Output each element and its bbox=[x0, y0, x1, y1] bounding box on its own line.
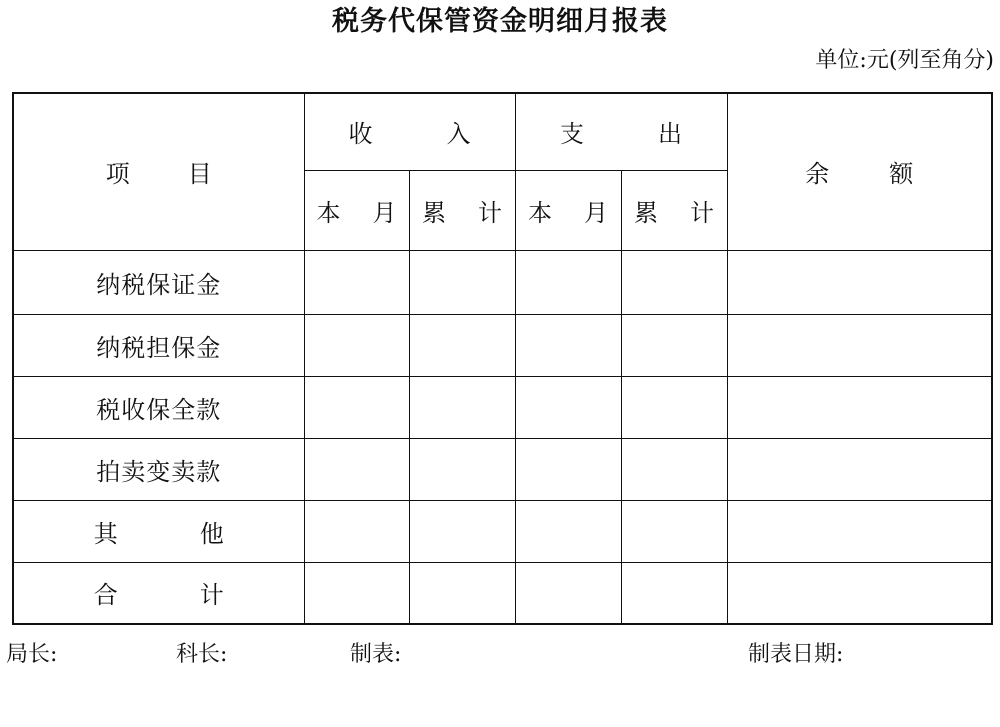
income-this-month-char-1: 本 bbox=[316, 198, 341, 227]
header-item-char-1: 项 bbox=[105, 160, 130, 189]
expense-this-month-cell[interactable] bbox=[515, 500, 621, 562]
header-income bbox=[304, 93, 515, 170]
income-cumulative-cell[interactable] bbox=[409, 562, 515, 624]
table-row bbox=[13, 438, 992, 500]
income-cumulative-cell[interactable] bbox=[409, 314, 515, 376]
report-table bbox=[12, 92, 993, 625]
balance-cell[interactable] bbox=[727, 250, 992, 314]
header-balance-char-2: 额 bbox=[889, 160, 914, 189]
income-this-month-cell[interactable] bbox=[304, 500, 409, 562]
expense-this-month-char-1: 本 bbox=[528, 198, 552, 227]
row-label-total bbox=[13, 562, 304, 624]
income-cumulative-cell[interactable] bbox=[409, 250, 515, 314]
table-row bbox=[13, 376, 992, 438]
income-cumulative-cell[interactable] bbox=[409, 376, 515, 438]
income-this-month-cell[interactable] bbox=[304, 250, 409, 314]
income-cumulative-char-1: 累 bbox=[422, 198, 446, 227]
director-signature-label: 局长: bbox=[6, 642, 58, 667]
expense-this-month-cell[interactable] bbox=[515, 438, 621, 500]
header-row-1 bbox=[13, 93, 992, 170]
preparer-signature-label: 制表: bbox=[350, 642, 402, 667]
row-label-char-1: 合 bbox=[93, 581, 118, 610]
table-row bbox=[13, 500, 992, 562]
header-expense-this-month bbox=[515, 170, 621, 250]
table-row bbox=[13, 314, 992, 376]
row-label: 纳税担保金 bbox=[13, 314, 304, 376]
balance-cell[interactable] bbox=[727, 562, 992, 624]
header-item bbox=[13, 93, 304, 250]
row-label-char-2: 他 bbox=[199, 519, 224, 548]
header-expense-cumulative bbox=[621, 170, 727, 250]
header-expense-char-2: 出 bbox=[658, 120, 682, 149]
row-label: 拍卖变卖款 bbox=[13, 438, 304, 500]
header-income-char-2: 入 bbox=[446, 120, 471, 149]
income-this-month-cell[interactable] bbox=[304, 438, 409, 500]
expense-cumulative-cell[interactable] bbox=[621, 438, 727, 500]
income-this-month-cell[interactable] bbox=[304, 376, 409, 438]
header-income-cumulative bbox=[409, 170, 515, 250]
expense-this-month-char-2: 月 bbox=[584, 198, 608, 227]
header-expense-char-1: 支 bbox=[560, 120, 584, 149]
income-this-month-cell[interactable] bbox=[304, 314, 409, 376]
header-item-char-2: 目 bbox=[187, 160, 212, 189]
income-cumulative-cell[interactable] bbox=[409, 438, 515, 500]
balance-cell[interactable] bbox=[727, 314, 992, 376]
prepared-date-label: 制表日期: bbox=[748, 642, 844, 667]
header-income-char-1: 收 bbox=[348, 120, 373, 149]
expense-this-month-cell[interactable] bbox=[515, 562, 621, 624]
row-label-char-2: 计 bbox=[199, 581, 224, 610]
balance-cell[interactable] bbox=[727, 376, 992, 438]
expense-this-month-cell[interactable] bbox=[515, 376, 621, 438]
header-balance bbox=[727, 93, 992, 250]
expense-this-month-cell[interactable] bbox=[515, 250, 621, 314]
report-title: 税务代保管资金明细月报表 bbox=[332, 6, 668, 37]
header-income-this-month bbox=[304, 170, 409, 250]
expense-this-month-cell[interactable] bbox=[515, 314, 621, 376]
header-expense bbox=[515, 93, 727, 170]
balance-cell[interactable] bbox=[727, 500, 992, 562]
expense-cumulative-cell[interactable] bbox=[621, 250, 727, 314]
balance-cell[interactable] bbox=[727, 438, 992, 500]
row-label-char-1: 其 bbox=[93, 519, 118, 548]
table-row bbox=[13, 562, 992, 624]
row-label: 税收保全款 bbox=[13, 376, 304, 438]
section-chief-signature-label: 科长: bbox=[176, 642, 228, 667]
expense-cumulative-cell[interactable] bbox=[621, 500, 727, 562]
expense-cumulative-cell[interactable] bbox=[621, 376, 727, 438]
row-label-other bbox=[13, 500, 304, 562]
row-label: 纳税保证金 bbox=[13, 250, 304, 314]
expense-cumulative-cell[interactable] bbox=[621, 314, 727, 376]
income-this-month-char-2: 月 bbox=[372, 198, 397, 227]
unit-note: 单位:元(列至角分) bbox=[815, 48, 994, 73]
income-this-month-cell[interactable] bbox=[304, 562, 409, 624]
income-cumulative-cell[interactable] bbox=[409, 500, 515, 562]
table-row bbox=[13, 250, 992, 314]
expense-cumulative-cell[interactable] bbox=[621, 562, 727, 624]
expense-cumulative-char-1: 累 bbox=[634, 198, 658, 227]
expense-cumulative-char-2: 计 bbox=[690, 198, 714, 227]
header-balance-char-1: 余 bbox=[805, 160, 830, 189]
income-cumulative-char-2: 计 bbox=[478, 198, 502, 227]
